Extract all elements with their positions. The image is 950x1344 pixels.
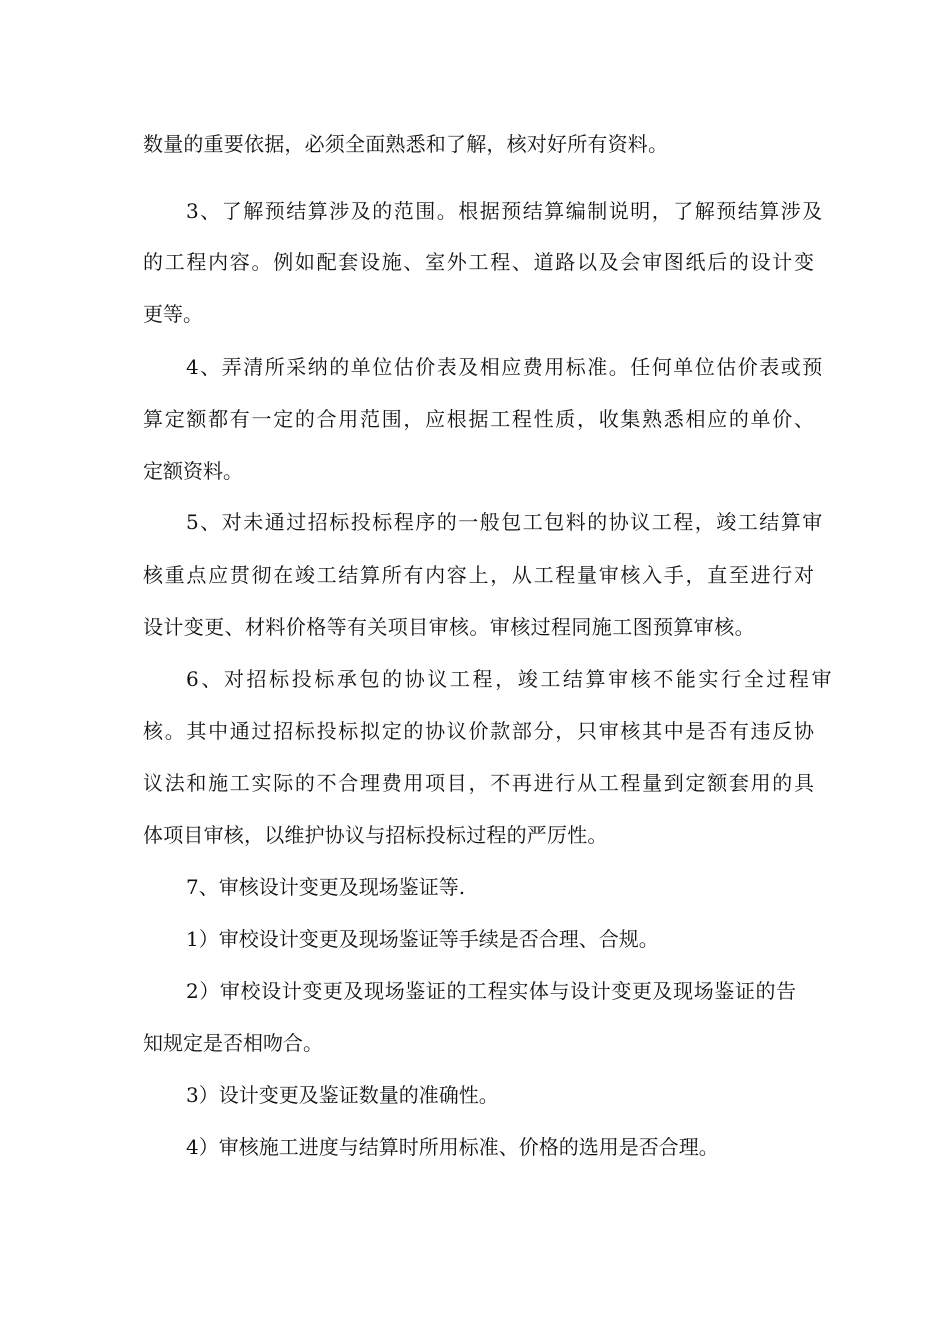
text-line: 定额资料。 [143,459,243,483]
text-line: 算定额都有一定的合用范围，应根据工程性质，收集熟悉相应的单价、 [143,407,816,431]
text-line: 4、弄清所采纳的单位估价表及相应费用标准。任何单位估价表或预 [186,355,824,379]
text-line: 设计变更、材料价格等有关项目审核。审核过程同施工图预算审核。 [143,615,755,639]
text-line: 数量的重要依据，必须全面熟悉和了解，核对好所有资料。 [143,132,669,156]
text-line: 1）审校设计变更及现场鉴证等手续是否合理、合规。 [186,927,659,951]
text-line: 6、对招标投标承包的协议工程，竣工结算审核不能实行全过程审 [186,667,835,691]
text-line: 7、审核设计变更及现场鉴证等. [186,875,466,899]
text-line: 体项目审核，以维护协议与招标投标过程的严厉性。 [143,823,608,847]
text-line: 议法和施工实际的不合理费用项目，不再进行从工程量到定额套用的具 [143,771,816,795]
text-line: 3）设计变更及鉴证数量的准确性。 [186,1083,499,1107]
text-line: 4）审核施工进度与结算时所用标准、价格的选用是否合理。 [186,1135,719,1159]
text-line: 2）审校设计变更及现场鉴证的工程实体与设计变更及现场鉴证的告 [186,979,797,1003]
text-line: 更等。 [143,302,203,326]
text-line: 的工程内容。例如配套设施、室外工程、道路以及会审图纸后的设计变 [143,250,816,274]
text-line: 5、对未通过招标投标程序的一般包工包料的协议工程，竣工结算审 [186,510,824,534]
text-line: 知规定是否相吻合。 [143,1031,323,1055]
text-line: 3、了解预结算涉及的范围。根据预结算编制说明，了解预结算涉及 [186,199,824,223]
text-line: 核重点应贯彻在竣工结算所有内容上，从工程量审核入手，直至进行对 [143,563,816,587]
text-line: 核。其中通过招标投标拟定的协议价款部分，只审核其中是否有违反协 [143,719,816,743]
